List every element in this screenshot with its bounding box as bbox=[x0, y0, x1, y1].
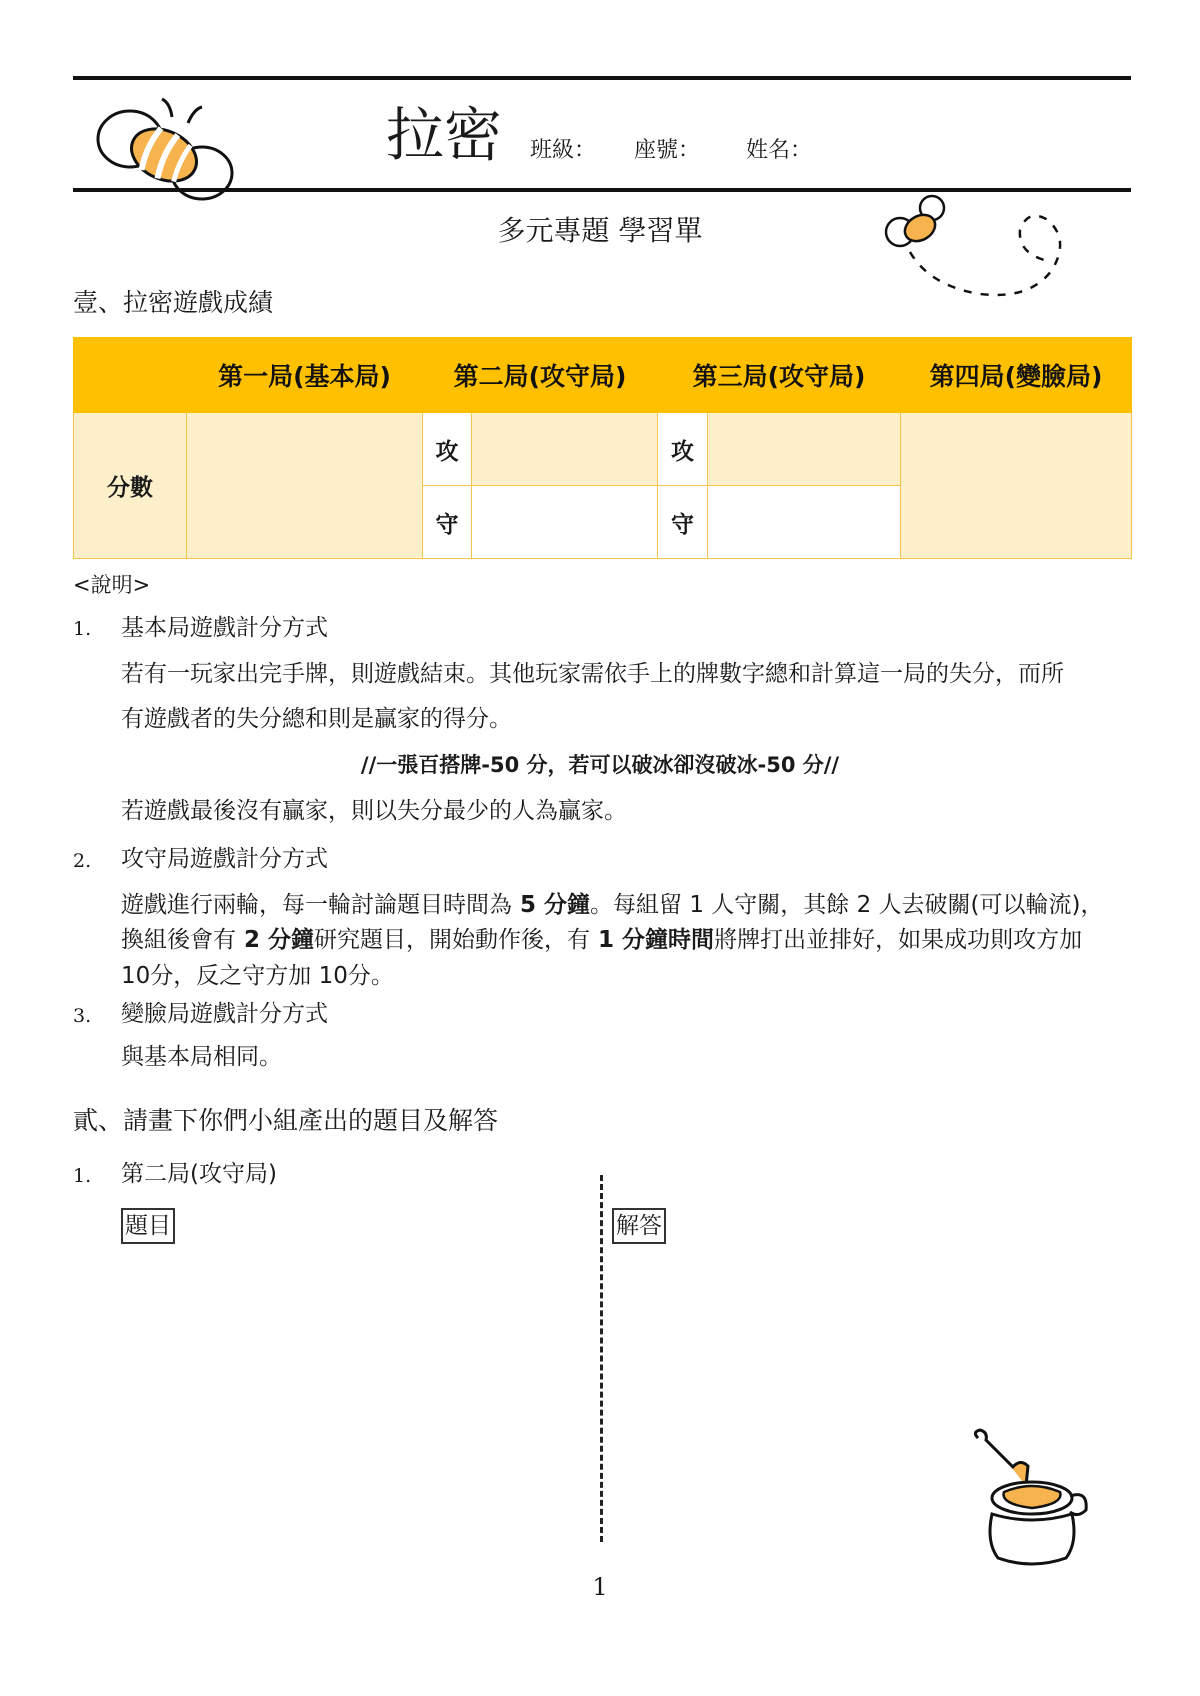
section-heading-drawing: 貳、請畫下你們小組產出的題目及解答 bbox=[73, 1106, 499, 1135]
rule-paragraph-line bbox=[121, 922, 1121, 958]
section-heading-scores: 壹、拉密遊戲成績 bbox=[73, 288, 274, 317]
table-header-empty bbox=[74, 338, 187, 413]
rule-paragraph-line: 10分，反之守方加 10分。 bbox=[121, 963, 394, 989]
text-span: 換組後會有 bbox=[121, 927, 236, 953]
bee-antenna bbox=[162, 99, 172, 117]
emphasis: 1 分鐘時間 bbox=[590, 927, 715, 953]
list-number: 2. bbox=[73, 850, 92, 872]
top-rule bbox=[73, 76, 1131, 80]
list-number: 1. bbox=[73, 1165, 92, 1187]
jar-lid bbox=[1004, 1486, 1061, 1508]
page-title: 拉密 bbox=[386, 101, 503, 169]
jar-body bbox=[990, 1514, 1074, 1564]
text-span: 遊戲進行兩輪，每一輪討論題目時間為 bbox=[121, 892, 512, 918]
score-cell-round-4[interactable] bbox=[901, 413, 1132, 559]
emphasis: 2 分鐘 bbox=[236, 927, 315, 953]
table-header-row bbox=[74, 338, 1132, 413]
score-row-label: 分數 bbox=[74, 413, 187, 559]
bee-body bbox=[900, 210, 940, 247]
score-table bbox=[73, 337, 1132, 559]
rule-paragraph-line: 與基本局相同。 bbox=[121, 1044, 282, 1070]
seat-label: 座號： bbox=[634, 138, 701, 163]
table-header-round-1: 第一局(基本局) bbox=[187, 338, 423, 413]
penalty-rule: //一張百搭牌-50 分，若可以破冰卻沒破冰-50 分// bbox=[360, 753, 840, 777]
attack-score-round-3[interactable] bbox=[708, 413, 901, 486]
list-item-title: 攻守局遊戲計分方式 bbox=[121, 846, 328, 872]
list-item-title: 變臉局遊戲計分方式 bbox=[121, 1001, 328, 1027]
class-label: 班級： bbox=[530, 138, 597, 163]
emphasis: 5 分鐘 bbox=[512, 892, 591, 918]
list-item-title: 基本局遊戲計分方式 bbox=[121, 615, 328, 641]
attack-label-round-3: 攻 bbox=[658, 413, 708, 486]
bee-illustration-large bbox=[92, 95, 242, 207]
list-number: 1. bbox=[73, 618, 92, 640]
bee-body bbox=[123, 119, 205, 191]
defend-label-round-2: 守 bbox=[423, 486, 472, 559]
text-span: 。每組留 1 人守關，其餘 2 人去破關(可以輪流)， bbox=[590, 892, 1104, 918]
rule-paragraph-line: 有遊戲者的失分總和則是贏家的得分。 bbox=[121, 706, 512, 732]
table-header-round-2: 第二局(攻守局) bbox=[423, 338, 658, 413]
text-span: 將牌打出並排好，如果成功則攻方加 bbox=[714, 927, 1083, 953]
page-number: 1 bbox=[592, 1573, 608, 1601]
name-label: 姓名： bbox=[746, 138, 813, 163]
table-header-round-4: 第四局(變臉局) bbox=[901, 338, 1132, 413]
rule-paragraph-line: 若有一玩家出完手牌，則遊戲結束。其他玩家需依手上的牌數字總和計算這一局的失分，而所 bbox=[121, 661, 1064, 687]
table-row bbox=[74, 413, 1132, 486]
defend-score-round-3[interactable] bbox=[708, 486, 901, 559]
attack-label-round-2: 攻 bbox=[423, 413, 472, 486]
question-label: 題目 bbox=[121, 1208, 175, 1244]
worksheet-subtitle: 多元專題 學習單 bbox=[497, 214, 703, 247]
table-header-round-3: 第三局(攻守局) bbox=[658, 338, 901, 413]
honey-jar-illustration bbox=[968, 1428, 1100, 1570]
text-span: 研究題目，開始動作後，有 bbox=[314, 927, 591, 953]
notes-label: <說明> bbox=[73, 573, 151, 597]
score-cell-round-1[interactable] bbox=[187, 413, 423, 559]
divider-dashed bbox=[600, 1175, 603, 1542]
attack-score-round-2[interactable] bbox=[472, 413, 658, 486]
rule-paragraph-line bbox=[121, 887, 1121, 923]
defend-score-round-2[interactable] bbox=[472, 486, 658, 559]
list-item-title: 第二局(攻守局) bbox=[121, 1161, 277, 1187]
answer-label: 解答 bbox=[612, 1208, 666, 1244]
bee-illustration-small bbox=[880, 190, 1080, 302]
rule-paragraph-line: 若遊戲最後沒有贏家，則以失分最少的人為贏家。 bbox=[121, 798, 627, 824]
bee-antenna bbox=[188, 107, 202, 123]
list-number: 3. bbox=[73, 1005, 92, 1027]
defend-label-round-3: 守 bbox=[658, 486, 708, 559]
